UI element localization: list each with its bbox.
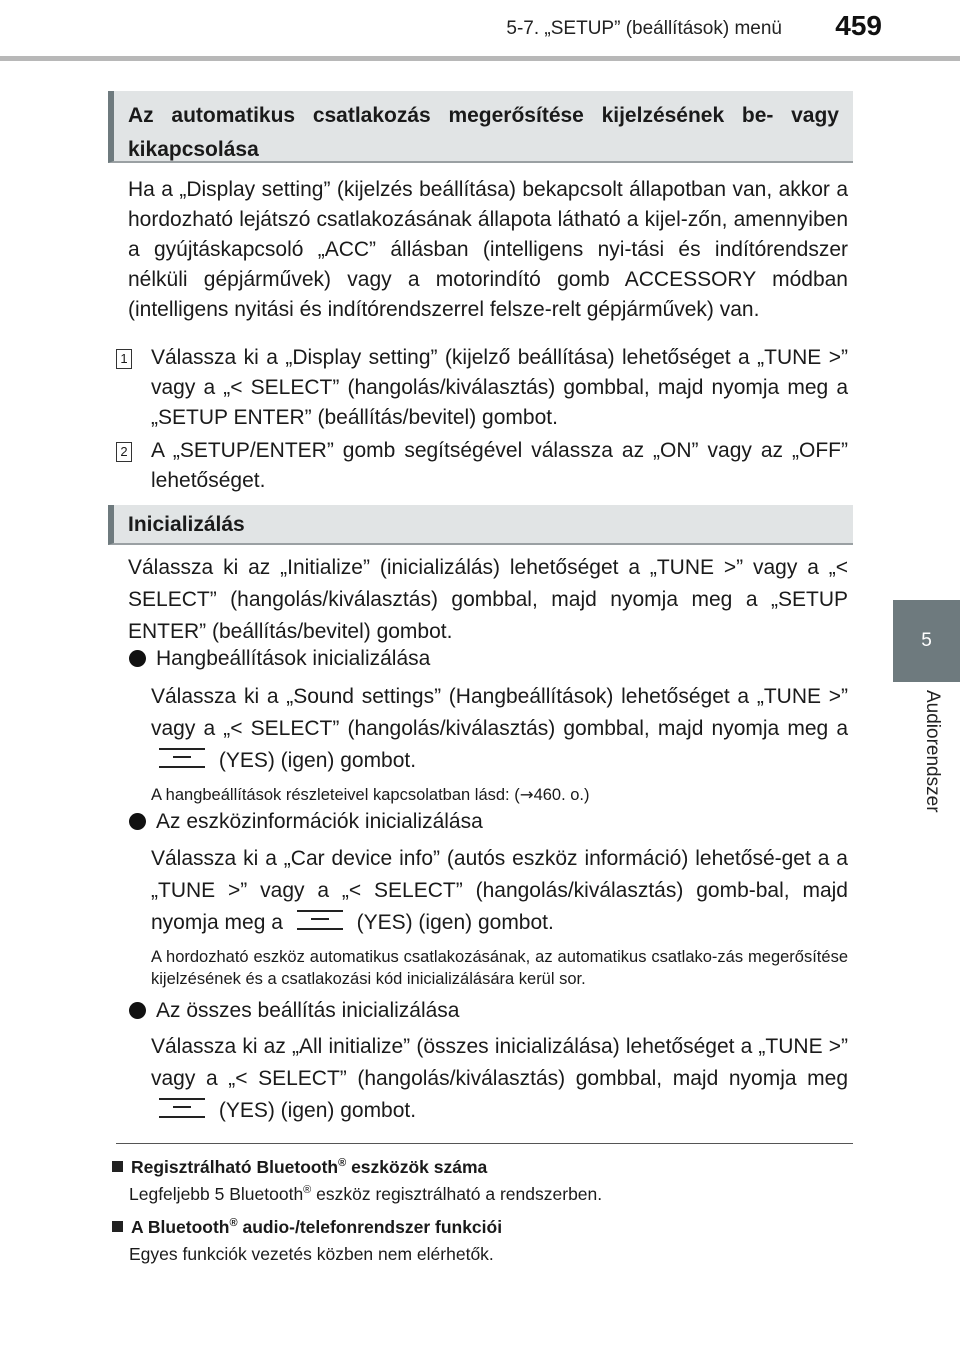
header-divider: [0, 56, 960, 61]
footnote-title: Regisztrálható Bluetooth® eszközök száma: [112, 1155, 852, 1179]
footnote-title: A Bluetooth® audio-/telefonrendszer funkciói: [112, 1215, 852, 1239]
section-heading-auto-connect: Az automatikus csatlakozás megerősítése kijelzésének be- vagy kikapcsolása: [108, 91, 853, 163]
chapter-label: Audiorendszer: [922, 690, 943, 813]
square-bullet-icon: [112, 1161, 123, 1172]
step-text: Válassza ki a „Display setting” (kijelző beállítása) lehetőséget a „TUNE >” vagy a „< SELECT” (hangolás/kiválasztás) gombbal, majd nyomja meg a „SETUP ENTER” (beállítás/bevitel) gombot.: [151, 346, 848, 429]
bullet-dot-icon: [129, 813, 146, 830]
bullet-item-title: Az összes beállítás inicializálása: [129, 996, 849, 1026]
bullet-item-body: Válassza ki a „Sound settings” (Hangbeállítások) lehetőséget a „TUNE >” vagy a „< SELECT” (hangolás/kiválasztás) gombbal, majd nyomja meg a (YES) (igen) gombot.: [151, 685, 848, 772]
running-header-title: 5-7. „SETUP” (beállítások) menü: [506, 18, 782, 39]
footnote-text: Egyes funkciók vezetés közben nem elérhetők.: [129, 1244, 494, 1264]
section1-intro: Ha a „Display setting” (kijelzés beállítása) bekapcsolt állapotban van, akkor a hordozható lejátszó csatlakozásának állapota látható a kijel-zőn, amennyiben a gyújtáskapcsoló „ACC” állásban (intelligens nyi-tási és indítórendszer nélküli gépjárművek) vagy a motorindító gomb ACCESSORY módban (intelligens nyitási és indítórendszerrel felsze-relt gépjárművek) van.: [128, 178, 848, 321]
bullet-item-note: A hangbeállítások részleteivel kapcsolatban lásd: (→460. o.): [151, 785, 590, 804]
footnote-divider: [116, 1143, 853, 1144]
step-number-badge: 1: [116, 349, 132, 369]
preset-button-icon: [159, 1098, 205, 1118]
chapter-tab: [893, 600, 960, 682]
bullet-dot-icon: [129, 1002, 146, 1019]
bullet-item-title: Hangbeállítások inicializálása: [129, 644, 849, 674]
step-number-badge: 2: [116, 442, 132, 462]
step-text: A „SETUP/ENTER” gomb segítségével válassza az „ON” vagy az „OFF” lehetőséget.: [151, 439, 848, 492]
section2-intro: Válassza ki az „Initialize” (inicializálás) lehetőséget a „TUNE >” vagy a „< SELECT” (hangolás/kiválasztás) gombbal, majd nyomja meg a „SETUP ENTER” (beállítás/bevitel) gombot.: [128, 556, 848, 643]
bullet-item-body: Válassza ki a „Car device info” (autós eszköz információ) lehetősé-get a a „TUNE >” vagy a „< SELECT” (hangolás/kiválasztás) gomb-bal, majd nyomja meg a (YES) (igen) gombot.: [151, 847, 848, 934]
bullet-dot-icon: [129, 650, 146, 667]
bullet-item-title: Az eszközinformációk inicializálása: [129, 807, 849, 837]
reference-arrow-icon: →: [519, 785, 534, 804]
preset-button-icon: [297, 910, 343, 930]
preset-button-icon: [159, 748, 205, 768]
page-number: 459: [835, 10, 882, 41]
section-heading-initialize: Inicializálás: [108, 505, 853, 545]
footnote-text: Legfeljebb 5 Bluetooth® eszköz regisztrálható a rendszerben.: [129, 1184, 603, 1204]
square-bullet-icon: [112, 1221, 123, 1232]
bullet-item-note: A hordozható eszköz automatikus csatlakozásának, az automatikus csatlako-zás megerősítése kijelzésének és a csatlakozási kód inicializálására kerül sor.: [151, 948, 848, 988]
chapter-number: 5: [921, 630, 932, 651]
bullet-item-body: Válassza ki az „All initialize” (összes inicializálása) lehetőséget a „TUNE >” vagy a „< SELECT” (hangolás/kiválasztás) gombbal, majd nyomja meg (YES) (igen) gombot.: [151, 1035, 848, 1122]
